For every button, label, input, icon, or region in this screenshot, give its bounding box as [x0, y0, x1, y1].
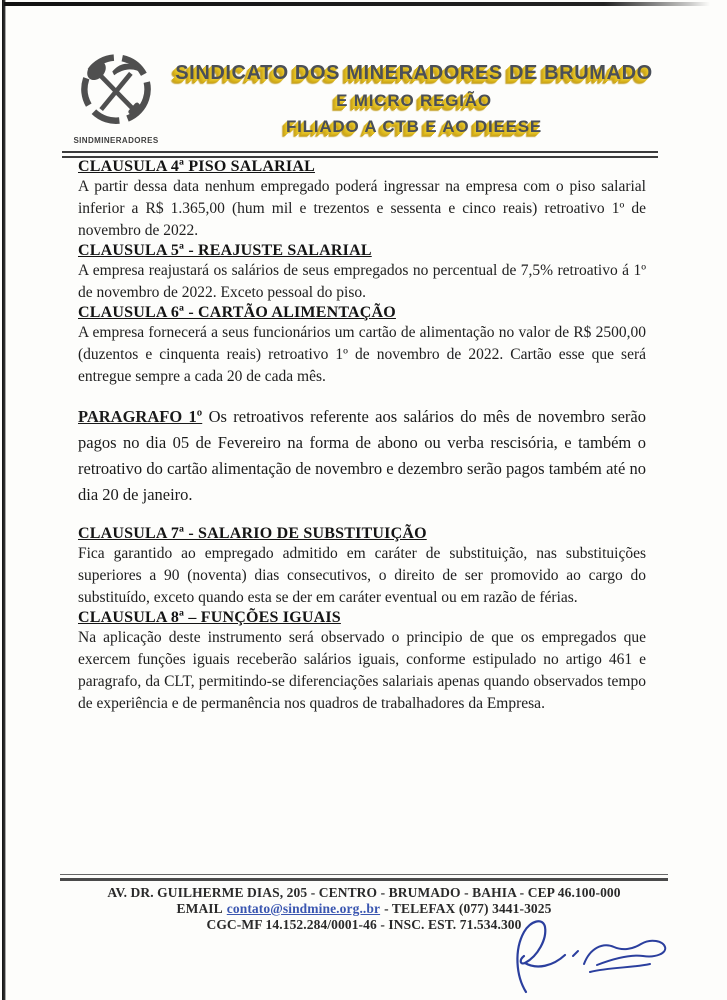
clause-4-text: A partir dessa data nenhum empregado poderá ingressar na empresa com o piso salarial inferior a R$ 1.365,00 (hum mil e trezentos e sessenta e cinco reais) retroativo 1º de novembro de 2022.: [78, 178, 646, 239]
signature-2: [570, 934, 670, 984]
footer-registration: CGC-MF 14.152.284/0001-46 - INSC. EST. 71.534.300: [206, 917, 522, 932]
footer-address: AV. DR. GUILHERME DIAS, 205 - CENTRO - BRUMADO - BAHIA - CEP 46.100-000: [107, 885, 621, 900]
crossed-tools-icon: [71, 117, 161, 134]
scan-border-top: [4, 2, 710, 6]
document-header: [64, 52, 660, 145]
signatures-area: [512, 912, 672, 1000]
clause-8-heading: CLAUSULA 8ª – FUNÇÕES IGUAIS: [78, 608, 341, 626]
email-link[interactable]: contato@sindmine.org..br: [226, 901, 381, 916]
signature-1: [512, 912, 570, 996]
clause-4-heading: CLAUSULA 4ª PISO SALARIAL: [78, 158, 315, 175]
clause-7-heading: CLAUSULA 7ª - SALARIO DE SUBSTITUIÇÃO: [78, 524, 427, 542]
scan-border-left: [2, 0, 6, 1000]
clause-6-text: A empresa fornecerá a seus funcionários um cartão de alimentação no valor de R$ 2500,00 (duzentos e cinquenta reais) retroativo 1º de novembro de 2022. Cartão esse que será entregue sempre a cada 20 de cada mês.: [78, 324, 646, 385]
footer-email-label: EMAIL: [176, 901, 223, 916]
union-title-block: [168, 52, 660, 137]
header-double-rule: [62, 151, 658, 158]
footer-telefax: - TELEFAX (077) 3441-3025: [384, 901, 552, 916]
title-line-1: SINDICATO DOS MINERADORES DE BRUMADO: [175, 62, 653, 84]
paragrafo-1-text: Os retroativos referente aos salários do mês de novembro serão pagos no dia 05 de Fevereiro na forma de abono ou verba rescisória, e também o retroativo do cartão alimentação de novembro e dezembro serão pagos também até no dia 20 de janeiro.: [78, 407, 646, 504]
title-line-2: E MICRO REGIÃO: [336, 91, 492, 110]
clause-5-heading: CLAUSULA 5ª - REAJUSTE SALARIAL: [78, 242, 372, 259]
clause-5-text: A empresa reajustará os salários de seus empregados no percentual de 7,5% retroativo á 1º de novembro de 2022. Exceto pessoal do piso.: [78, 262, 646, 301]
paragrafo-1: [78, 404, 646, 508]
clause-8-text: Na aplicação deste instrumento será observado o principio de que os empregados que exercem funções iguais receberão salários iguais, conforme estipulado no artigo 461 e paragrafo, da CLT, permitindo-se diferenciações salariais apenas quando observados tempo de experiência e de permanência nos quadros de trabalhadores da Empresa.: [78, 628, 646, 712]
union-logo: [64, 52, 168, 145]
clause-6-heading: CLAUSULA 6ª - CARTÃO ALIMENTAÇÃO: [78, 304, 396, 321]
logo-label: SINDMINERADORES: [73, 136, 159, 145]
footer-double-rule: [60, 874, 668, 881]
document-body: [64, 158, 660, 715]
paragrafo-1-label: PARAGRAFO 1º: [78, 407, 203, 426]
title-line-3: FILIADO A CTB E AO DIEESE: [285, 117, 543, 136]
clause-7-text: Fica garantido ao empregado admitido em caráter de substituição, nas substituições superiores a 90 (noventa) dias consecutivos, o direito de ser promovido ao cargo do substituído, exceto quando esta se der em caráter eventual ou em razão de férias.: [78, 544, 646, 606]
